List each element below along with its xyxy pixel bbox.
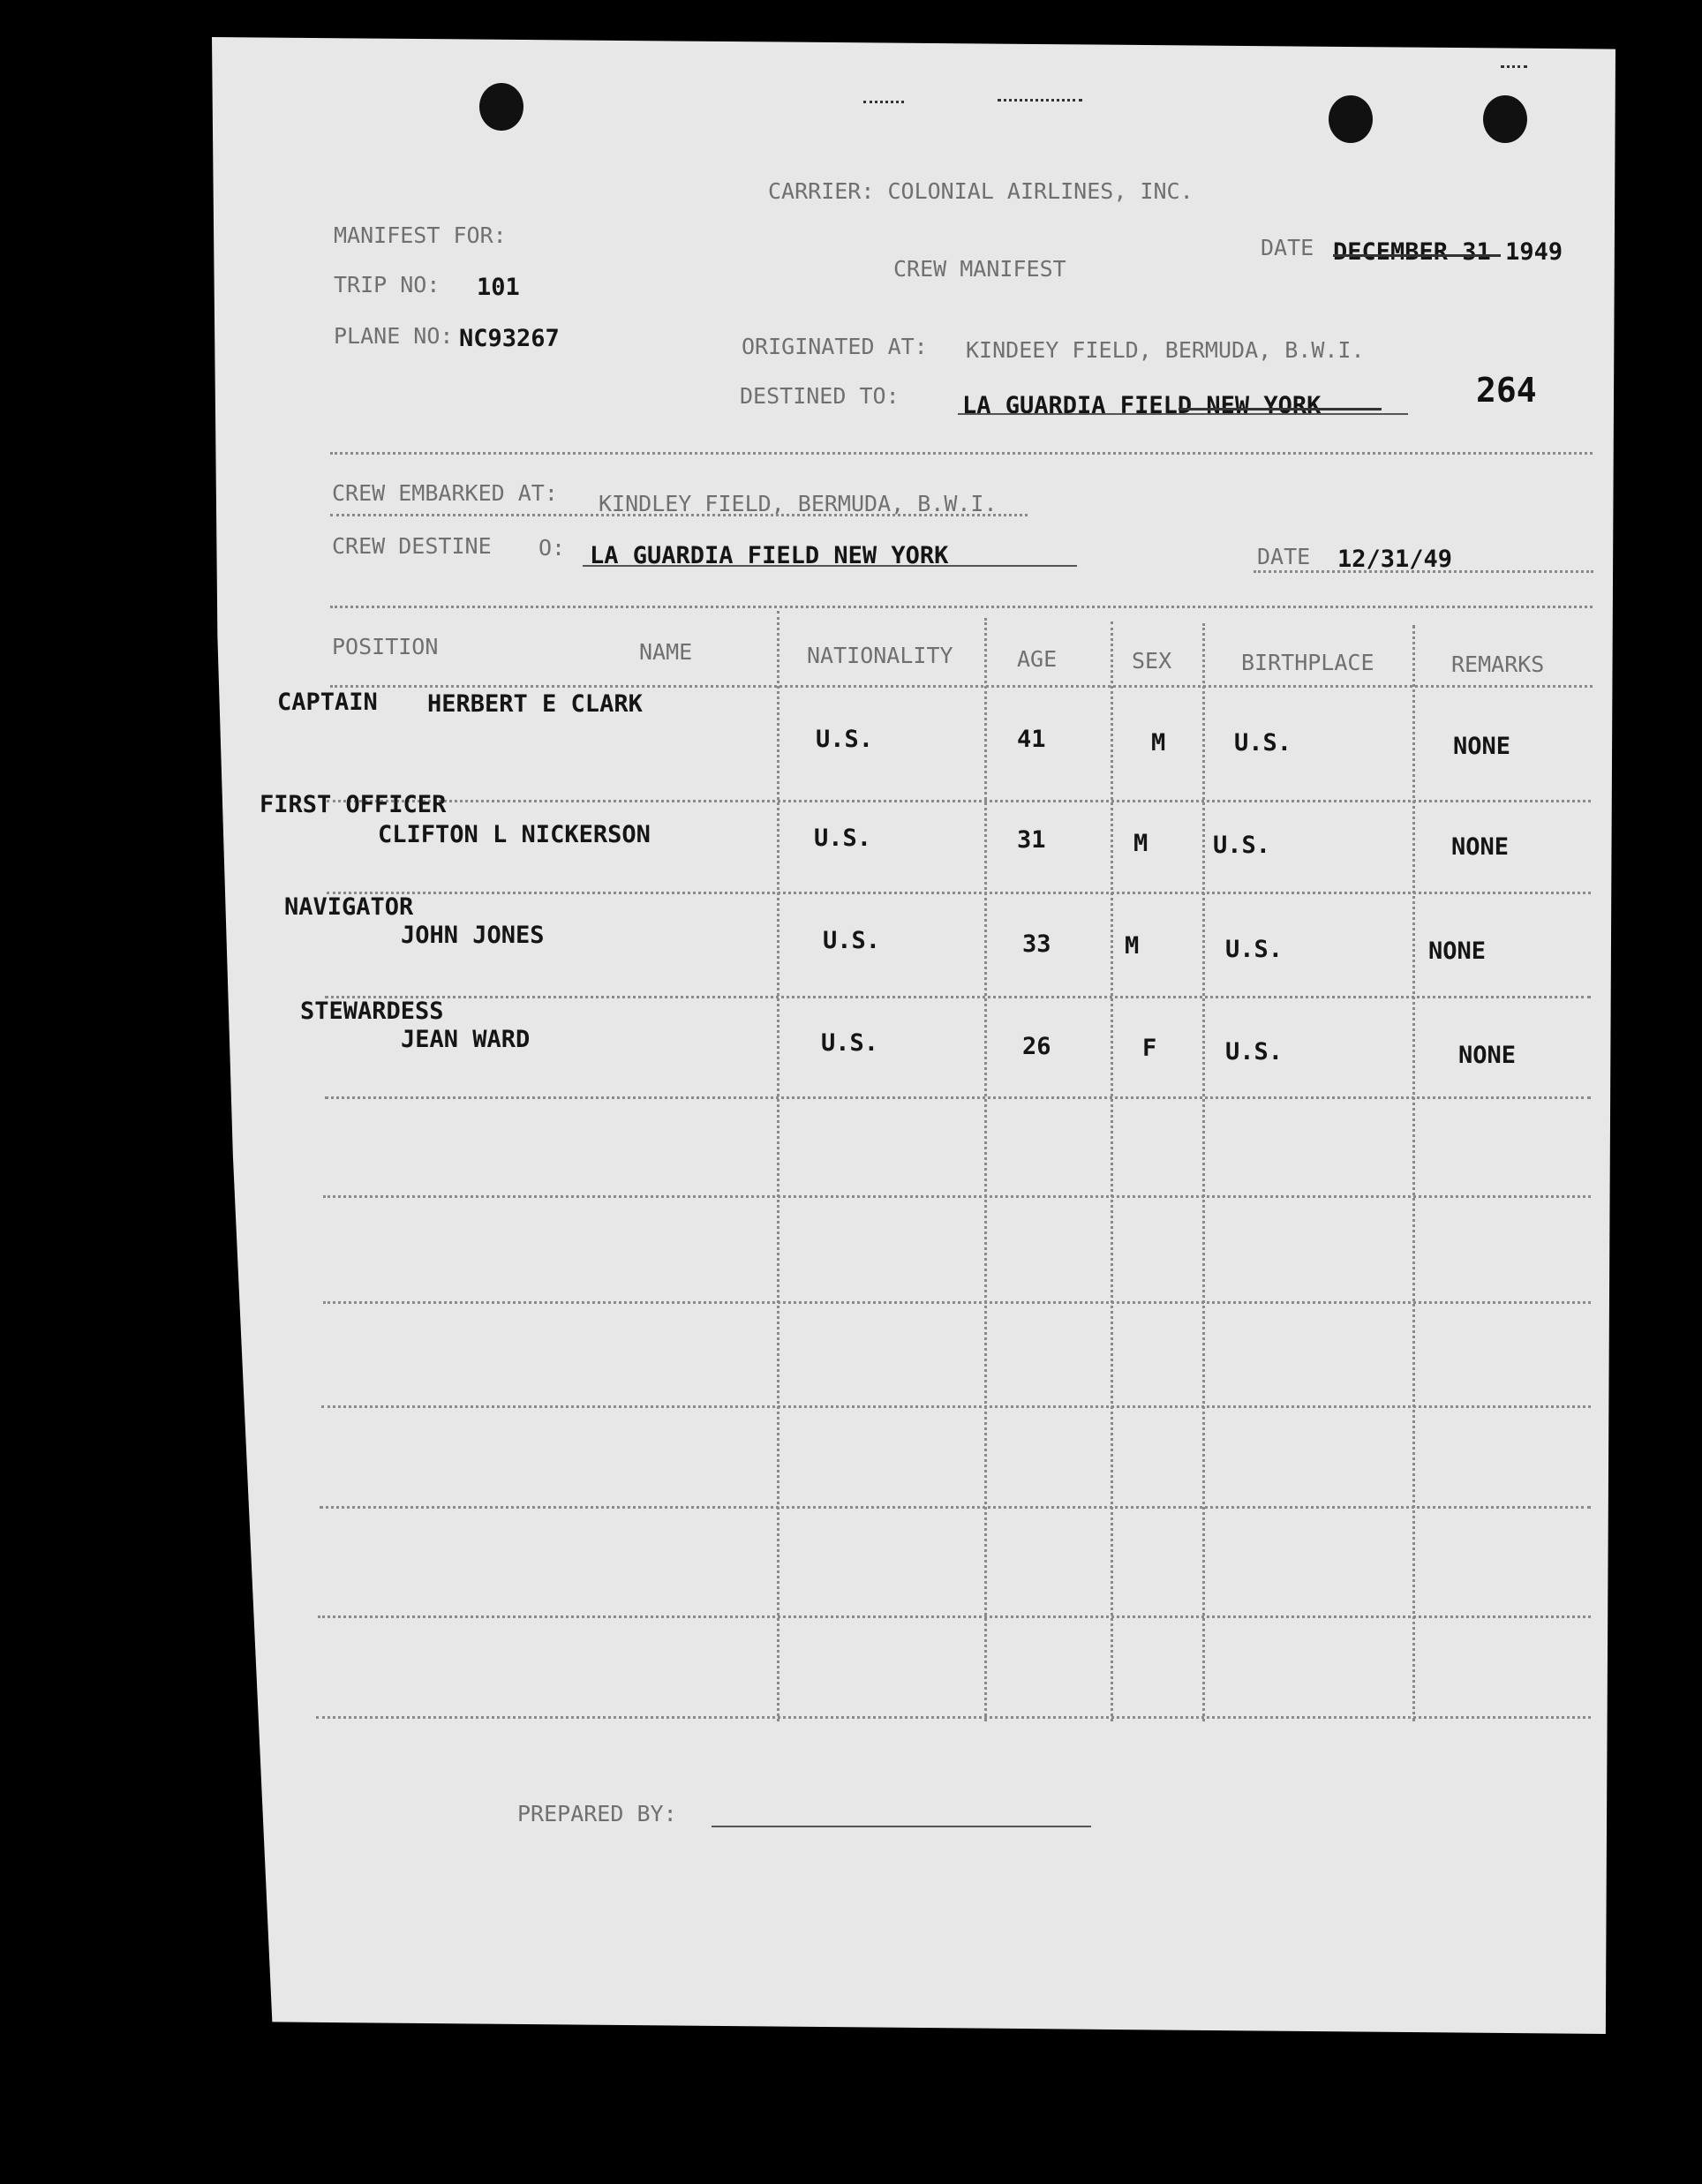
row-name: HERBERT E CLARK xyxy=(427,690,643,718)
originated-value: KINDEEY FIELD, BERMUDA, B.W.I. xyxy=(966,337,1365,363)
row-divider xyxy=(321,1405,1591,1408)
row-age: 26 xyxy=(1022,1033,1051,1060)
top-mark xyxy=(998,99,1082,102)
prepared-by-line xyxy=(712,1826,1091,1827)
header-divider xyxy=(330,452,1593,455)
carrier-line: CARRIER: COLONIAL AIRLINES, INC. xyxy=(768,178,1194,204)
crew-date-line xyxy=(1254,570,1593,573)
prepared-by-label: PREPARED BY: xyxy=(517,1801,677,1826)
col-divider xyxy=(1412,625,1415,1721)
crew-destine-value: LA GUARDIA FIELD NEW YORK xyxy=(590,542,949,569)
row-position: STEWARDESS xyxy=(300,998,444,1025)
col-header-sex: SEX xyxy=(1132,648,1172,674)
row-remarks: NONE xyxy=(1458,1042,1517,1069)
trip-label: TRIP NO: xyxy=(334,272,441,297)
row-divider xyxy=(325,1096,1591,1099)
row-age: 33 xyxy=(1022,930,1051,958)
row-sex: M xyxy=(1133,830,1148,857)
sheet-number: 264 xyxy=(1476,371,1537,410)
row-nationality: U.S. xyxy=(814,825,872,852)
row-nationality: U.S. xyxy=(823,927,881,954)
crew-date-value: 12/31/49 xyxy=(1337,546,1453,573)
destined-value: LA GUARDIA FIELD NEW YORK xyxy=(962,392,1322,419)
row-birthplace: U.S. xyxy=(1234,729,1292,757)
top-mark xyxy=(1501,65,1527,68)
col-header-birthplace: BIRTHPLACE xyxy=(1241,650,1374,675)
col-divider xyxy=(984,618,987,1721)
top-mark xyxy=(863,101,904,103)
row-divider xyxy=(323,1195,1591,1198)
row-age: 31 xyxy=(1017,826,1046,854)
row-sex: M xyxy=(1125,932,1140,960)
row-remarks: NONE xyxy=(1453,733,1511,760)
row-divider xyxy=(327,800,1591,802)
row-name: CLIFTON L NICKERSON xyxy=(378,821,651,848)
row-name: JEAN WARD xyxy=(401,1026,531,1053)
col-header-nationality: NATIONALITY xyxy=(807,643,953,668)
row-birthplace: U.S. xyxy=(1213,832,1271,859)
col-header-remarks: REMARKS xyxy=(1451,651,1545,677)
row-divider xyxy=(323,1301,1591,1304)
col-divider xyxy=(1111,621,1113,1721)
table-top-line xyxy=(330,606,1593,608)
date-strike xyxy=(1333,254,1501,257)
row-divider xyxy=(327,892,1591,894)
date-value: DECEMBER 31 1949 xyxy=(1333,238,1563,266)
originated-label: ORIGINATED AT: xyxy=(742,334,928,359)
crew-destine-underline xyxy=(583,565,1077,567)
crew-date-label: DATE xyxy=(1257,544,1311,569)
row-nationality: U.S. xyxy=(821,1029,879,1057)
destined-underline xyxy=(958,413,1408,415)
row-name: JOHN JONES xyxy=(401,922,545,949)
destined-strike xyxy=(1179,408,1382,410)
embarked-line xyxy=(330,514,1028,516)
col-divider xyxy=(1202,623,1205,1721)
row-position: FIRST OFFICER xyxy=(260,791,447,818)
row-divider xyxy=(325,996,1591,998)
punch-hole xyxy=(1329,95,1373,143)
col-header-age: AGE xyxy=(1017,646,1058,672)
row-remarks: NONE xyxy=(1428,938,1487,965)
manifest-for-label: MANIFEST FOR: xyxy=(334,222,507,248)
plane-label: PLANE NO: xyxy=(334,323,454,349)
plane-value: NC93267 xyxy=(459,325,560,352)
row-sex: F xyxy=(1142,1035,1157,1062)
table-bottom-line xyxy=(316,1716,1591,1719)
destined-label: DESTINED TO: xyxy=(740,383,900,409)
punch-hole xyxy=(479,83,523,131)
col-header-name: NAME xyxy=(639,639,693,665)
row-age: 41 xyxy=(1017,726,1046,753)
crew-embarked-value: KINDLEY FIELD, BERMUDA, B.W.I. xyxy=(599,491,998,516)
row-divider xyxy=(320,1506,1591,1509)
row-position: NAVIGATOR xyxy=(284,893,414,921)
row-remarks: NONE xyxy=(1451,833,1510,861)
crew-destine-label: CREW DESTINE xyxy=(332,533,492,559)
crew-embarked-label: CREW EMBARKED AT: xyxy=(332,480,558,506)
trip-value: 101 xyxy=(477,274,520,301)
row-birthplace: U.S. xyxy=(1225,1038,1284,1066)
table-header-line xyxy=(330,685,1593,688)
punch-hole xyxy=(1483,95,1527,143)
date-label: DATE xyxy=(1261,235,1314,260)
crew-destine-label-tail: O: xyxy=(538,535,566,561)
col-divider xyxy=(777,611,779,1721)
row-sex: M xyxy=(1151,729,1166,757)
row-divider xyxy=(318,1615,1591,1618)
row-birthplace: U.S. xyxy=(1225,936,1284,963)
col-header-position: POSITION xyxy=(332,634,439,659)
row-position: CAPTAIN xyxy=(277,689,378,716)
row-nationality: U.S. xyxy=(816,726,874,753)
form-title: CREW MANIFEST xyxy=(893,256,1066,282)
